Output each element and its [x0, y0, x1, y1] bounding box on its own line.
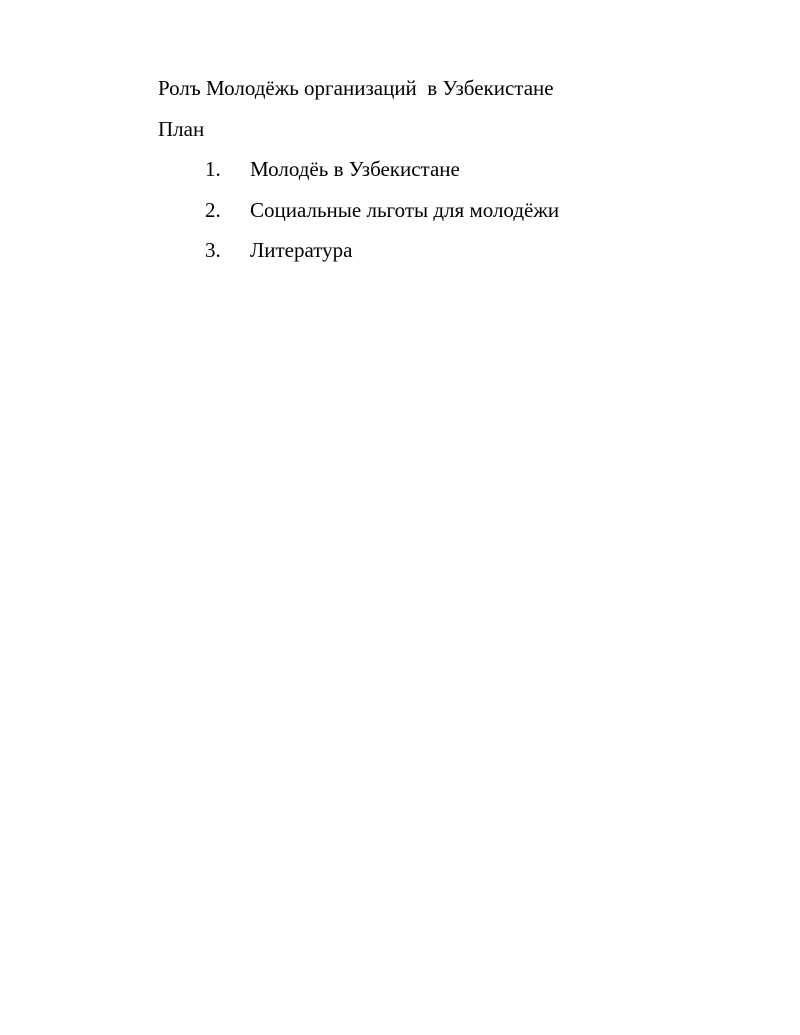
- list-item-text: Социальные льготы для молодёжи: [250, 198, 560, 222]
- document-title: Ролъ Молодёжь организаций в Узбекистане: [158, 76, 554, 100]
- list-item-text: Молодёь в Узбекистане: [250, 157, 460, 181]
- list-item-number: 1.: [205, 157, 221, 181]
- plan-heading: План: [158, 117, 205, 141]
- list-item-number: 2.: [205, 198, 221, 222]
- list-item-text: Литература: [250, 238, 353, 262]
- list-item-number: 3.: [205, 238, 221, 262]
